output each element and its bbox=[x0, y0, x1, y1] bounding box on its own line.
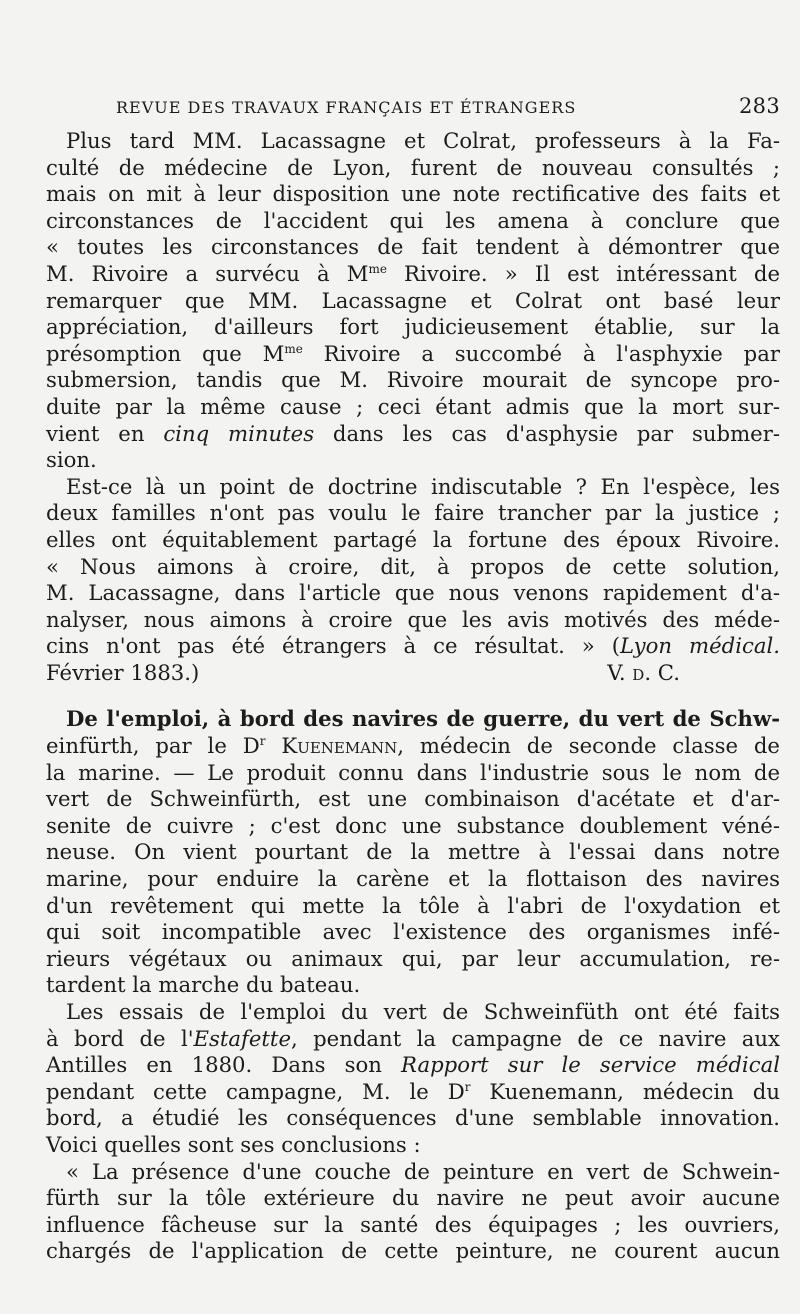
text-line: nalyser, nous aimons à croire que les avis motivés des méde- bbox=[46, 606, 780, 632]
text-line: à bord de l'Estafette, pendant la campagne de ce navire aux bbox=[46, 1025, 780, 1051]
text-line: remarquer que MM. Lacassagne et Colrat ont basé leur bbox=[46, 287, 780, 313]
text-line: d'un revêtement qui mette la tôle à l'abri de l'oxydation et bbox=[46, 892, 780, 918]
text-line: einfürth, par le $D^r$ Kuenemann, médecin de seconde classe de bbox=[46, 733, 780, 759]
text-line: Plus tard MM. Lacassagne et Colrat, professeurs à la Fa- bbox=[66, 128, 780, 153]
text-line: mais on mit à leur disposition une note rectificative des faits et bbox=[46, 181, 780, 207]
page-body bbox=[46, 128, 780, 1265]
text-line: présomption que $M^{me}$ Rivoire a succombé à l'asphyxie par bbox=[46, 340, 780, 366]
author-name: Kuenemann bbox=[281, 733, 398, 759]
text-line: Voici quelles sont ses conclusions : bbox=[46, 1131, 421, 1157]
text-line: bord, a étudié les conséquences d'une semblable innovation. bbox=[46, 1105, 780, 1131]
text-line: duite par la même cause ; ceci étant admis que la mort sur- bbox=[46, 393, 780, 419]
text-line: circonstances de l'accident qui les amena à conclure que bbox=[46, 207, 780, 233]
date-line: Février 1883.) bbox=[46, 659, 200, 685]
text-line: pendant cette campagne, M. le $D^r$ Kuenemann, médecin du bbox=[46, 1078, 780, 1104]
text-line: Est-ce là un point de doctrine indiscutable ? En l'espèce, les bbox=[66, 473, 780, 499]
text-line: « toutes les circonstances de fait tendent à démontrer que bbox=[46, 234, 780, 260]
text-line: marine, pour enduire la carène et la flottaison des navires bbox=[46, 866, 780, 892]
text-line: qui soit incompatible avec l'existence des organismes infé- bbox=[46, 919, 780, 945]
text-line: senite de cuivre ; c'est donc une substance doublement véné- bbox=[46, 812, 780, 838]
text-line: vert de Schweinfürth, est une combinaison d'acétate et d'ar- bbox=[46, 786, 780, 812]
page-number: 283 bbox=[739, 94, 780, 118]
text-line: « Nous aimons à croire, dit, à propos de cette solution, bbox=[46, 553, 780, 579]
text-line bbox=[46, 660, 780, 687]
text-line: vient en cinq minutes dans les cas d'asphysie par submer- bbox=[46, 420, 780, 446]
running-title: REVUE DES TRAVAUX FRANÇAIS ET ÉTRANGERS bbox=[116, 98, 577, 117]
text-line: culté de médecine de Lyon, furent de nouveau consultés ; bbox=[46, 154, 780, 180]
text-line: « La présence d'une couche de peinture en vert de Schwein- bbox=[66, 1158, 780, 1184]
text-line: M. Rivoire a survécu à $M^{me}$ Rivoire. » Il est intéressant de bbox=[46, 260, 780, 286]
text-line: rieurs végétaux ou animaux qui, par leur accumulation, re- bbox=[46, 945, 780, 971]
text-line: submersion, tandis que M. Rivoire mourait de syncope pro- bbox=[46, 367, 780, 393]
text-line: M. Lacassagne, dans l'article que nous venons rapidement d'a- bbox=[46, 580, 780, 606]
text-line: appréciation, d'ailleurs fort judicieusement établie, sur la bbox=[46, 314, 780, 340]
text-line: tardent la marche du bateau. bbox=[46, 972, 361, 998]
text-line: elles ont équitablement partagé la fortune des époux Rivoire. bbox=[46, 526, 780, 552]
signature: V. d. C. bbox=[607, 659, 680, 685]
text-line: deux familles n'ont pas voulu le faire trancher par la justice ; bbox=[46, 500, 780, 526]
text-line: la marine. — Le produit connu dans l'industrie sous le nom de bbox=[46, 759, 780, 785]
text-line: Les essais de l'emploi du vert de Schweinfüth ont été faits bbox=[66, 999, 780, 1024]
running-head bbox=[116, 94, 780, 118]
text-line: neuse. On vient pourtant de la mettre à l'essai dans notre bbox=[46, 839, 780, 865]
section-title: De l'emploi, à bord des navires de guerre, du vert de Schw- bbox=[66, 706, 780, 732]
text-line: sion. bbox=[46, 447, 97, 473]
text-line: fürth sur la tôle extérieure du navire ne peut avoir aucune bbox=[46, 1185, 780, 1211]
text-line: chargés de l'application de cette peinture, ne courent aucun bbox=[46, 1238, 780, 1264]
text-line: cins n'ont pas été étrangers à ce résultat. » (Lyon médical. bbox=[46, 633, 780, 659]
text-line: Antilles en 1880. Dans son Rapport sur le service médical bbox=[46, 1052, 780, 1078]
text-line: influence fâcheuse sur la santé des équipages ; les ouvriers, bbox=[46, 1211, 780, 1237]
